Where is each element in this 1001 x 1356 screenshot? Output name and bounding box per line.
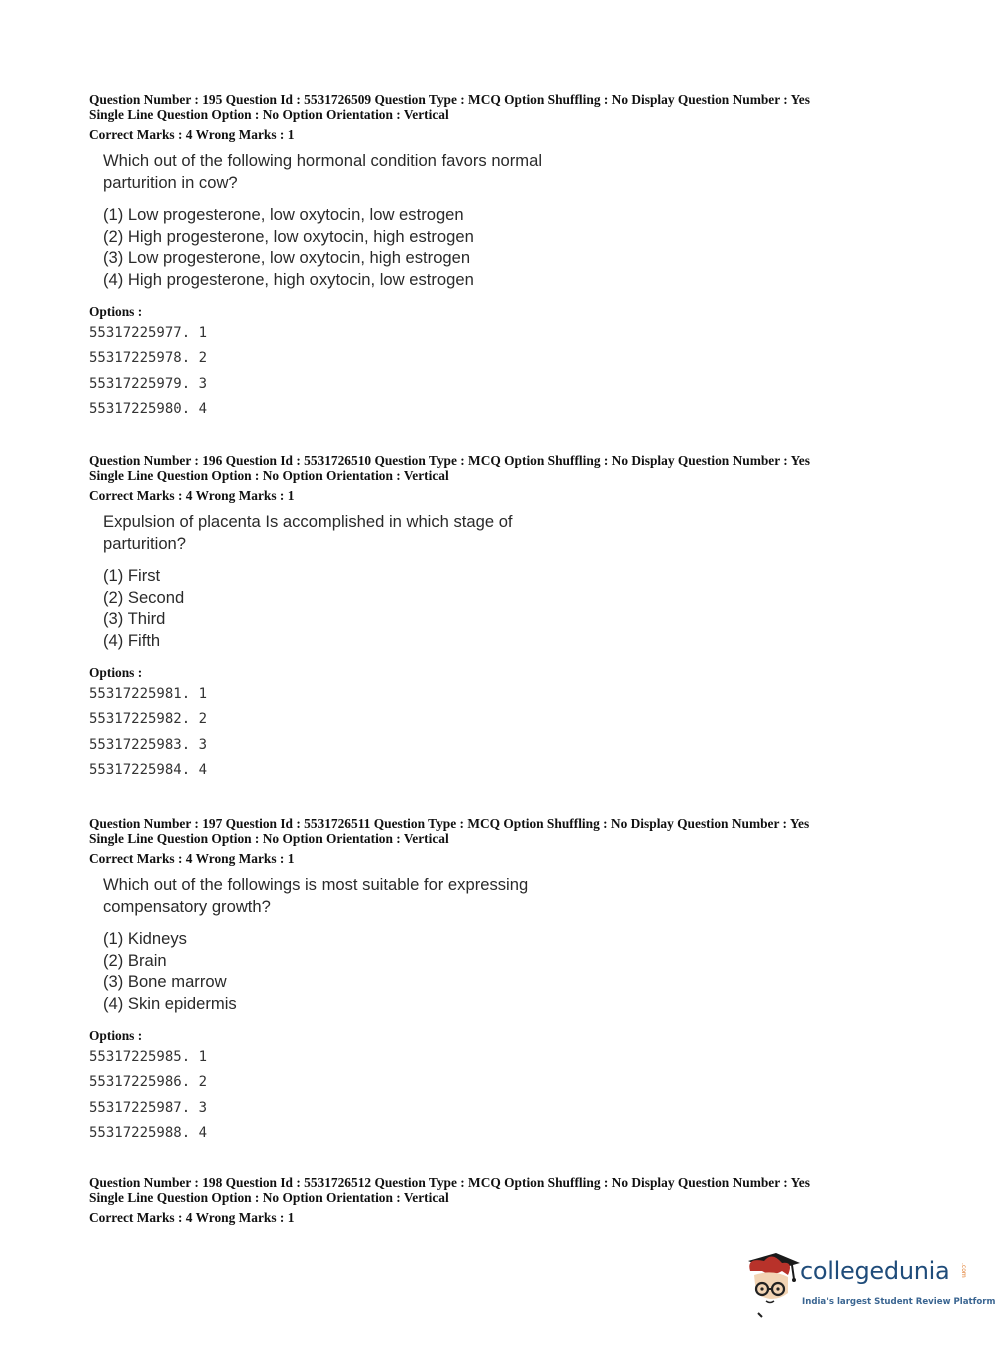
options-label: Options :: [89, 665, 143, 680]
answer-choices: [103, 928, 909, 1014]
answer-choices: [103, 204, 909, 290]
option-id-item: 55317225985. 1: [89, 1049, 208, 1065]
option-id-list: [89, 685, 909, 786]
choice-item: (2) Brain: [103, 950, 167, 970]
choice-item: (4) Skin epidermis: [103, 993, 237, 1013]
option-id-item: 55317225979. 3: [89, 375, 208, 392]
option-id-list: [89, 1048, 909, 1149]
option-id-item: 55317225987. 3: [89, 1099, 208, 1116]
choice-item: (4) Fifth: [103, 630, 161, 650]
options-label: Options :: [89, 304, 143, 319]
marks-info: Correct Marks : 4 Wrong Marks : 1: [89, 488, 295, 503]
question-meta: Question Number : 195 Question Id : 5531726509 Question Type : MCQ Option Shuffling : No Display Question Number : Yes: [89, 92, 810, 107]
option-id-item: 55317225984. 4: [89, 761, 208, 778]
question-meta: Question Number : 197 Question Id : 5531726511 Question Type : MCQ Option Shuffling : No Display Question Number : Yes: [89, 816, 810, 831]
stem-line: parturition in cow?: [103, 172, 238, 192]
mascot-icon: [742, 1249, 802, 1321]
question-stem: [103, 874, 909, 917]
question-meta-line2: Single Line Question Option : No Option Orientation : Vertical: [89, 1190, 449, 1205]
stem-line: Which out of the following hormonal condition favors normal: [103, 151, 543, 170]
choice-item: (1) Low progesterone, low oxytocin, low estrogen: [103, 205, 464, 224]
question-meta-line2: Single Line Question Option : No Option Orientation : Vertical: [89, 468, 449, 483]
question-block-198: [89, 1175, 909, 1225]
stem-line: Expulsion of placenta Is accomplished in which stage of: [103, 512, 513, 531]
question-block-196: [89, 453, 909, 786]
option-id-item: 55317225978. 2: [89, 350, 208, 367]
question-stem: [103, 511, 909, 554]
option-id-item: 55317225986. 2: [89, 1074, 208, 1091]
choice-item: (4) High progesterone, high oxytocin, low estrogen: [103, 269, 474, 289]
question-block-197: [89, 816, 909, 1149]
stem-line: Which out of the followings is most suitable for expressing: [103, 875, 529, 894]
marks-info: Correct Marks : 4 Wrong Marks : 1: [89, 851, 295, 866]
option-id-list: [89, 324, 909, 425]
choice-item: (1) First: [103, 566, 161, 585]
option-id-item: 55317225982. 2: [89, 711, 208, 728]
answer-choices: [103, 565, 909, 651]
choice-item: (1) Kidneys: [103, 929, 187, 948]
stem-line: compensatory growth?: [103, 896, 271, 916]
marks-info: Correct Marks : 4 Wrong Marks : 1: [89, 127, 295, 142]
choice-item: (3) Low progesterone, low oxytocin, high estrogen: [103, 248, 471, 267]
question-meta-line2: Single Line Question Option : No Option Orientation : Vertical: [89, 831, 449, 846]
choice-item: (3) Bone marrow: [103, 972, 227, 991]
choice-item: (3) Third: [103, 609, 166, 628]
option-id-item: 55317225980. 4: [89, 400, 208, 417]
choice-item: (2) High progesterone, low oxytocin, high estrogen: [103, 226, 474, 246]
option-id-item: 55317225983. 3: [89, 736, 208, 753]
collegedunia-logo: [742, 1249, 996, 1321]
logo-suffix: .com: [960, 1263, 967, 1278]
logo-tagline: India's largest Student Review Platform: [802, 1297, 996, 1307]
options-label: Options :: [89, 1028, 143, 1043]
question-stem: [103, 150, 909, 193]
question-block-195: [89, 92, 909, 425]
choice-item: (2) Second: [103, 587, 185, 607]
question-meta-line2: Single Line Question Option : No Option Orientation : Vertical: [89, 107, 449, 122]
question-meta: Question Number : 198 Question Id : 5531726512 Question Type : MCQ Option Shuffling : No Display Question Number : Yes: [89, 1175, 810, 1190]
marks-info: Correct Marks : 4 Wrong Marks : 1: [89, 1210, 295, 1225]
logo-wordmark: collegedunia: [800, 1257, 950, 1285]
question-meta: Question Number : 196 Question Id : 5531726510 Question Type : MCQ Option Shuffling : No Display Question Number : Yes: [89, 453, 810, 468]
option-id-item: 55317225988. 4: [89, 1124, 208, 1141]
option-id-item: 55317225981. 1: [89, 686, 208, 702]
option-id-item: 55317225977. 1: [89, 325, 208, 341]
stem-line: parturition?: [103, 533, 187, 553]
